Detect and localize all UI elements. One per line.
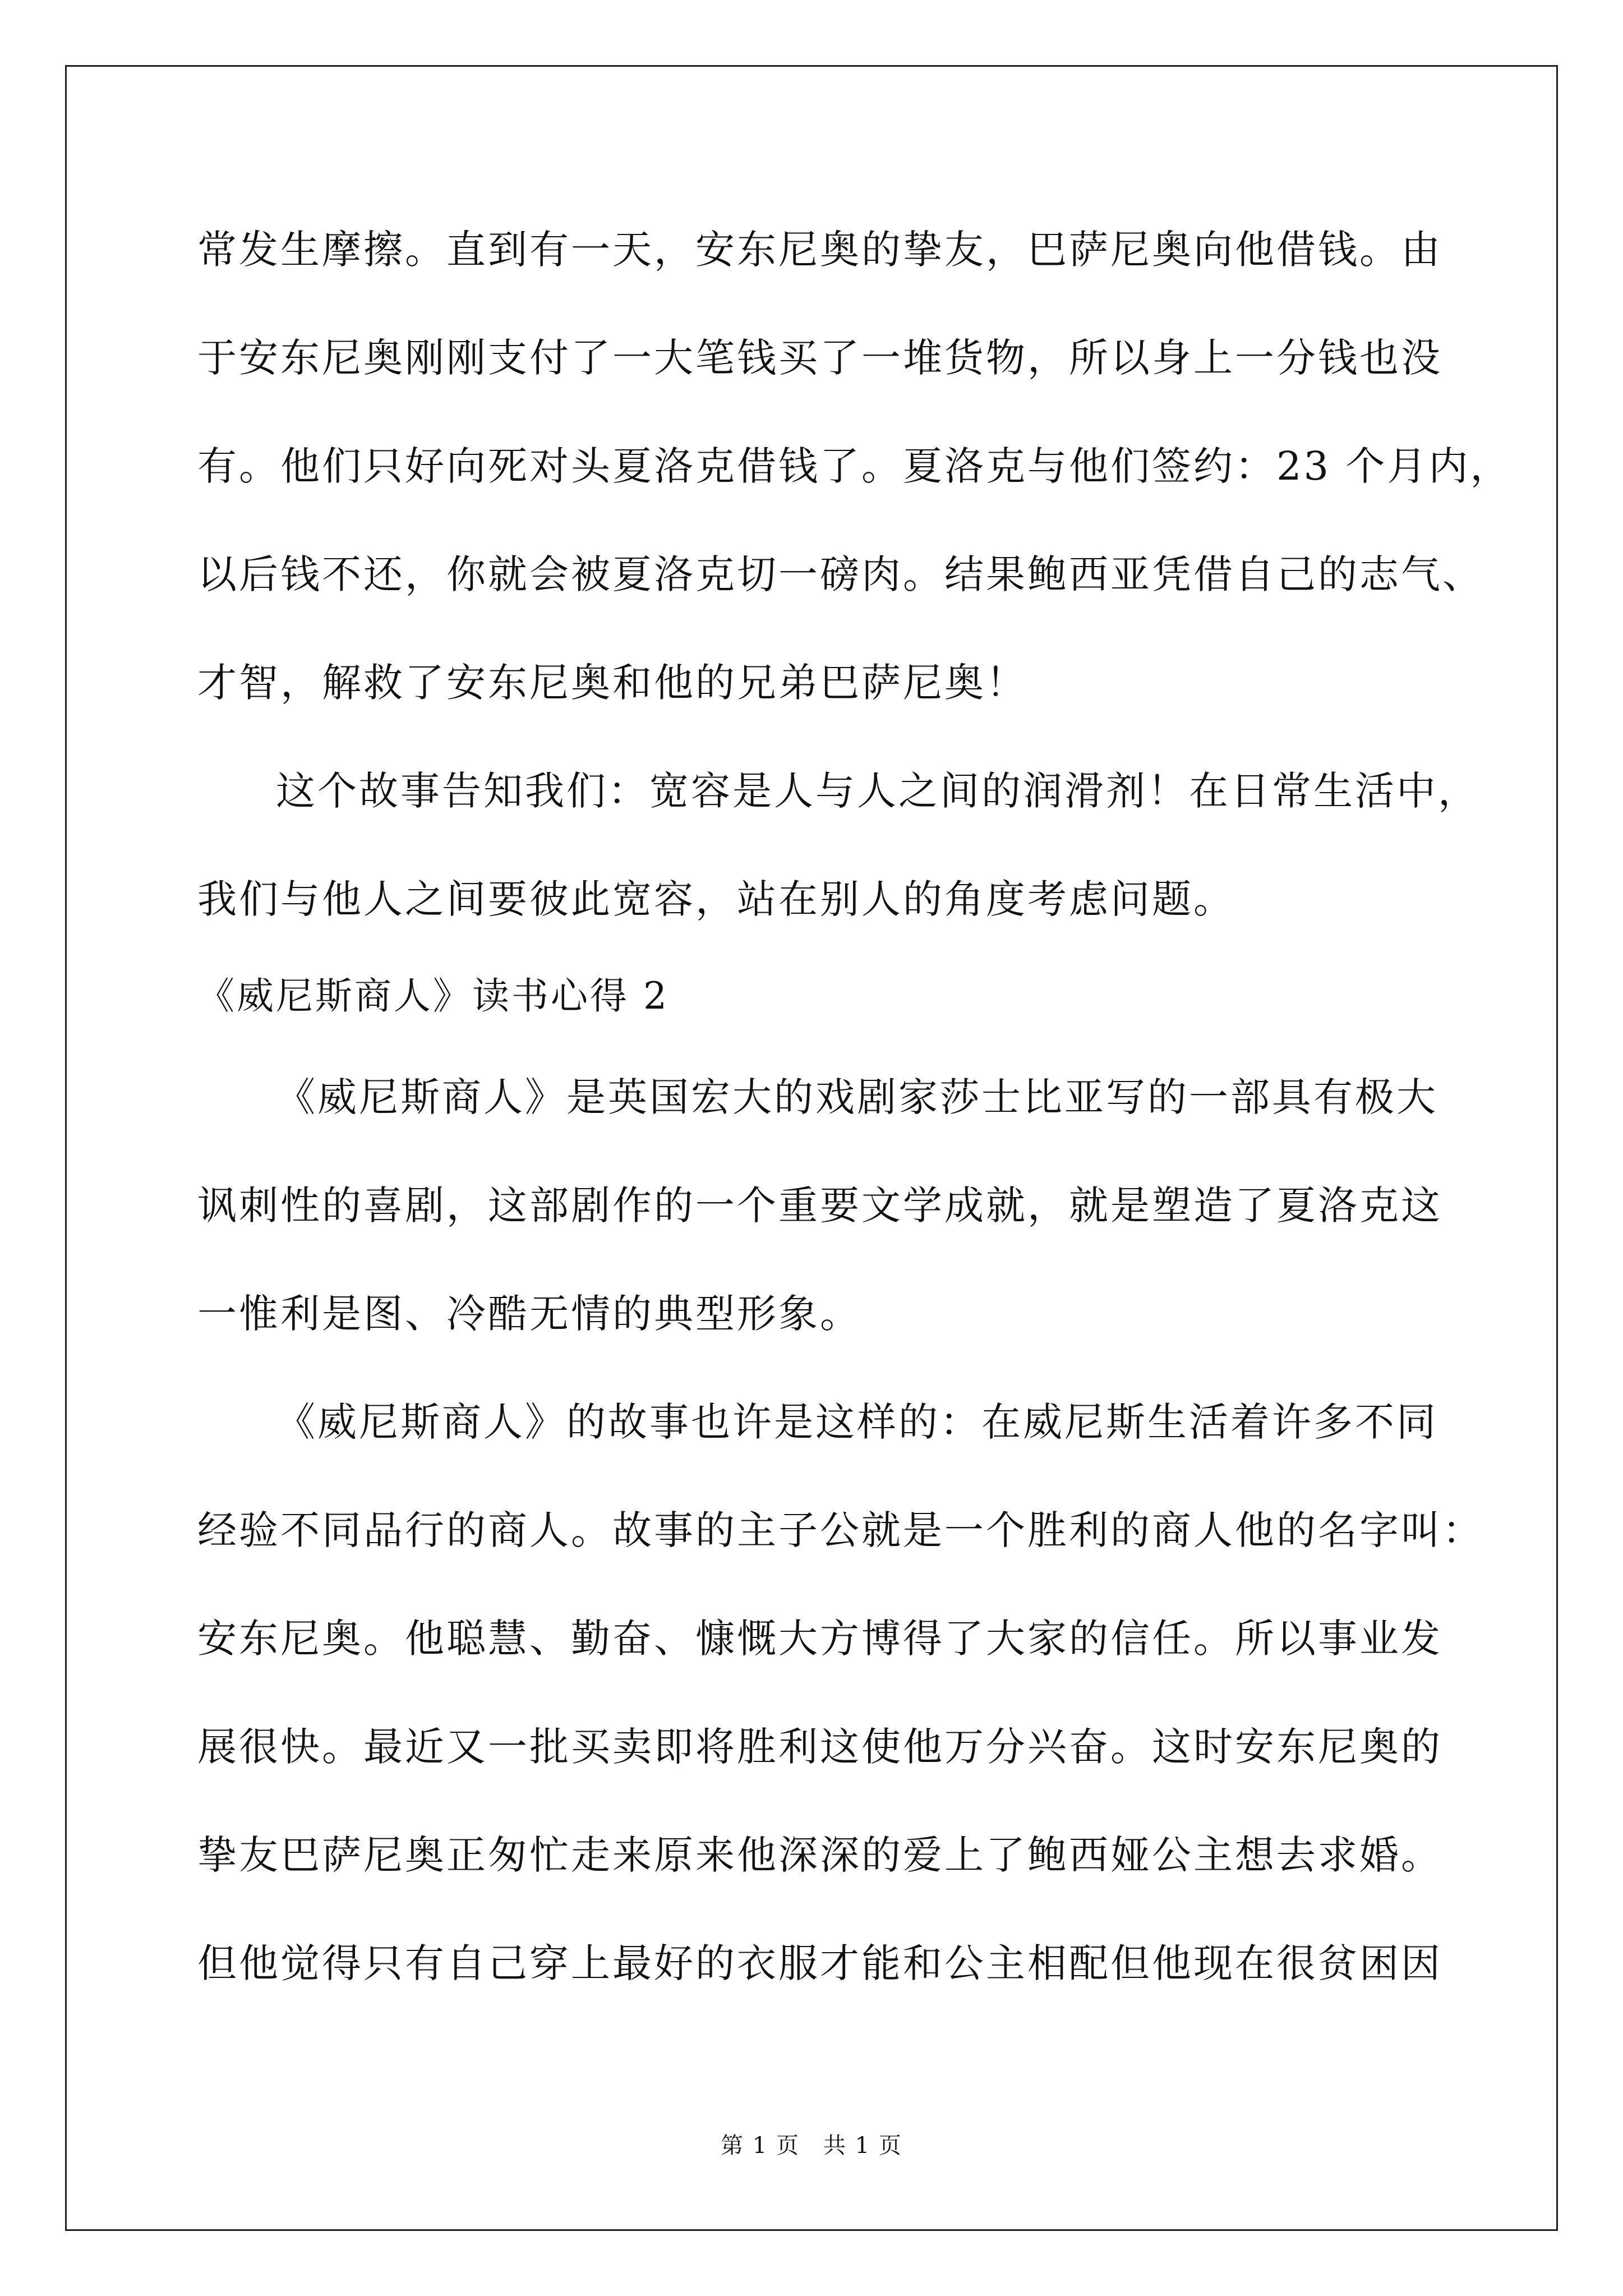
body-text-line: 我们与他人之间要彼此宽容，站在别人的角度考虑问题。	[197, 876, 1235, 922]
body-text-line: 常发生摩擦。直到有一天，安东尼奥的挚友，巴萨尼奥向他借钱。由	[197, 227, 1442, 273]
body-text-line: 于安东尼奥刚刚支付了一大笔钱买了一堆货物，所以身上一分钱也没	[197, 335, 1442, 381]
body-text-line: 有。他们只好向死对头夏洛克借钱了。夏洛克与他们签约：23 个月内，	[197, 443, 1512, 489]
body-text-line: 但他觉得只有自己穿上最好的衣服才能和公主相配但他现在很贫困因	[197, 1940, 1442, 1986]
body-text-line: 经验不同品行的商人。故事的主子公就是一个胜利的商人他的名字叫：	[197, 1507, 1484, 1553]
body-text-line: 展很快。最近又一批买卖即将胜利这使他万分兴奋。这时安东尼奥的	[197, 1724, 1442, 1770]
body-text-line: 以后钱不还，你就会被夏洛克切一磅肉。结果鲍西亚凭借自己的志气、	[197, 551, 1484, 597]
body-text-line: 《威尼斯商人》是英国宏大的戏剧家莎士比亚写的一部具有极大	[276, 1074, 1438, 1120]
body-text-line: 才智，解救了安东尼奥和他的兄弟巴萨尼奥！	[197, 660, 1027, 706]
body-text-line: 讽刺性的喜剧，这部剧作的一个重要文学成就，就是塑造了夏洛克这	[197, 1182, 1442, 1228]
page-border	[65, 65, 1558, 2231]
page-footer: 第 1 页 共 1 页	[721, 2133, 902, 2159]
body-text-line: 这个故事告知我们：宽容是人与人之间的润滑剂！在日常生活中，	[276, 768, 1479, 814]
section-heading: 《威尼斯商人》读书心得 2	[197, 974, 669, 1018]
body-text-line: 安东尼奥。他聪慧、勤奋、慷慨大方博得了大家的信任。所以事业发	[197, 1616, 1442, 1662]
body-text-line: 《威尼斯商人》的故事也许是这样的：在威尼斯生活着许多不同	[276, 1399, 1438, 1445]
body-text-line: 挚友巴萨尼奥正匆忙走来原来他深深的爱上了鲍西娅公主想去求婚。	[197, 1832, 1442, 1878]
body-text-line: 一惟利是图、冷酷无情的典型形象。	[197, 1291, 861, 1337]
